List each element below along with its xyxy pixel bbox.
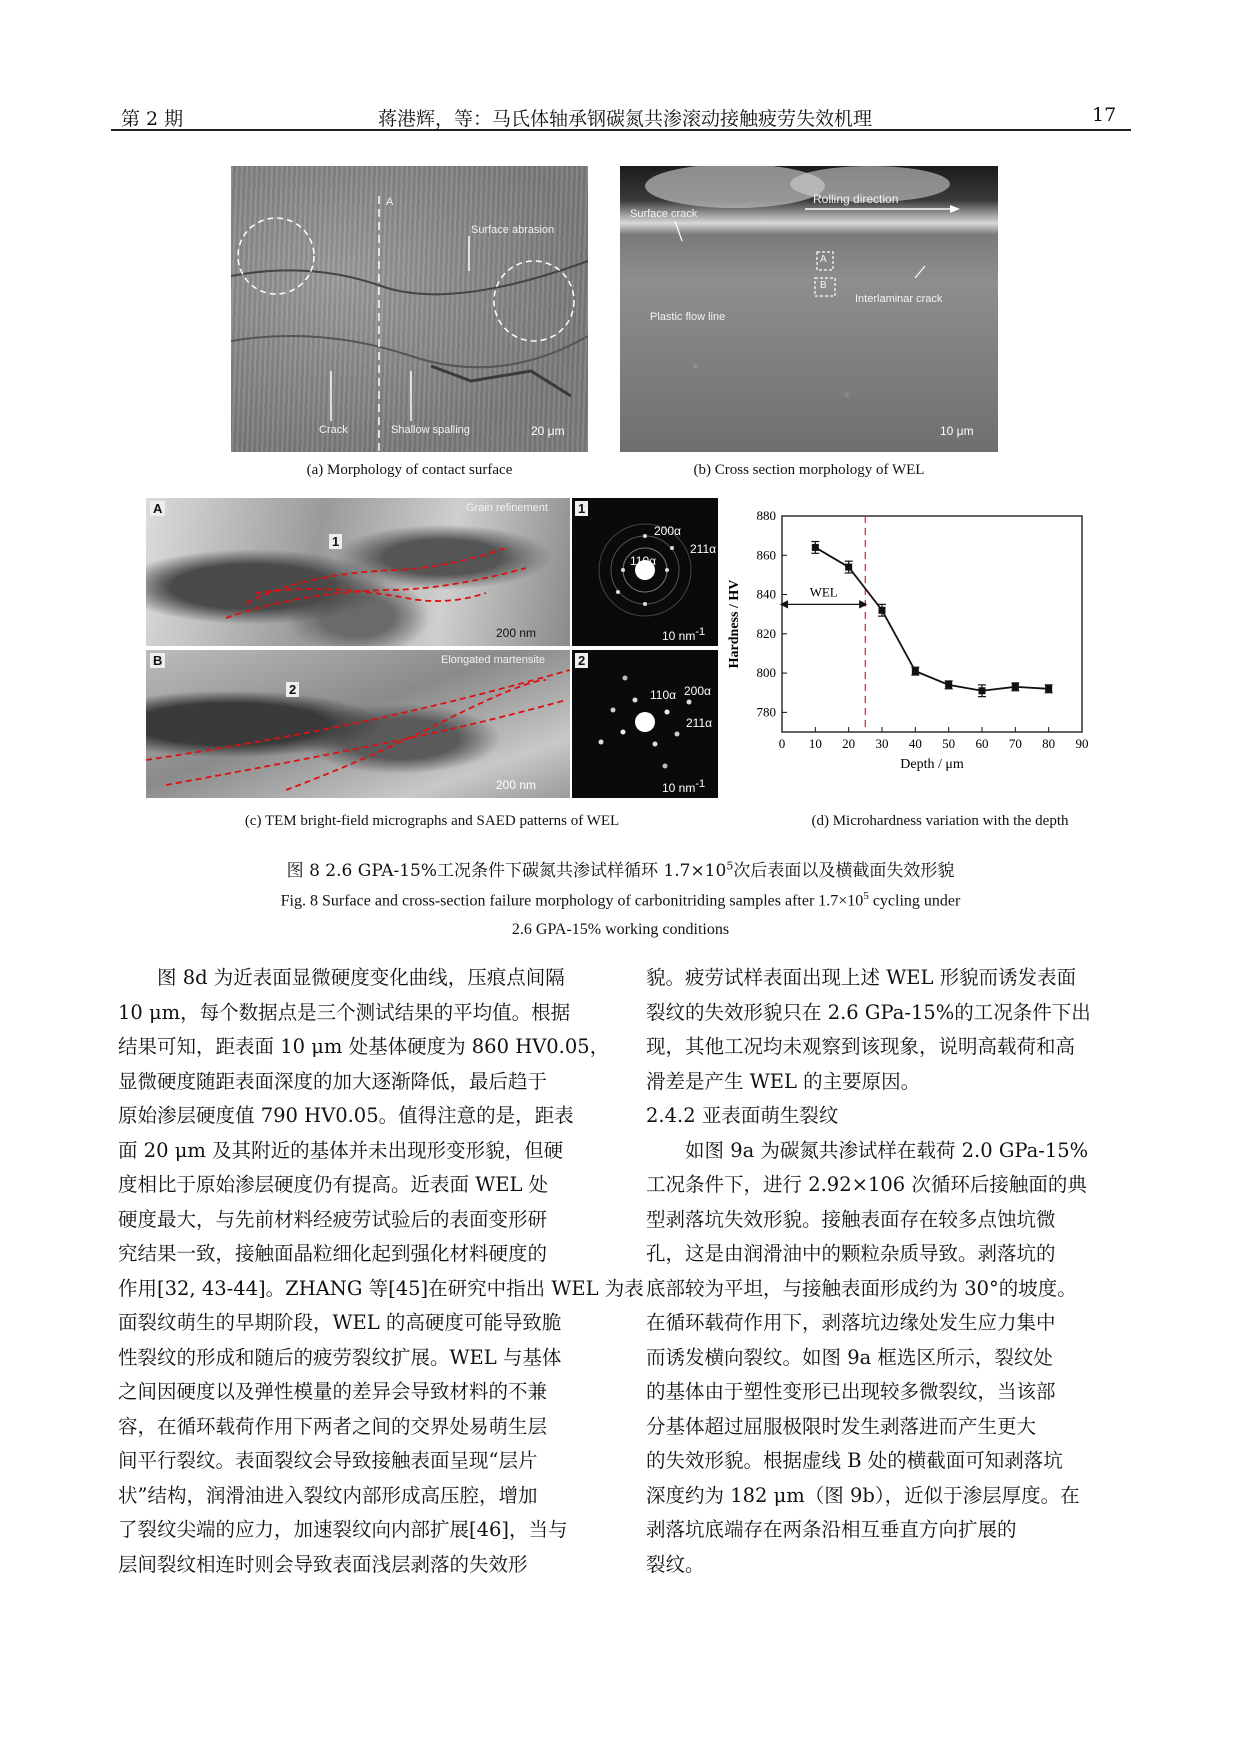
saed-pattern-1	[572, 498, 718, 646]
x-tick-label: 10	[808, 736, 822, 751]
saed-1-spot-211: 211α	[690, 542, 717, 556]
label-surface-crack: Surface crack	[630, 208, 698, 220]
text-line: 显微硬度随距表面深度的加大逐渐降低，最后趋于	[118, 1069, 548, 1093]
caption-panel-b: (b) Cross section morphology of WEL	[693, 462, 925, 478]
label-crack: Crack	[319, 424, 348, 436]
x-tick-label: 50	[942, 736, 956, 751]
text-line: 10 μm，每个数据点是三个测试结果的平均值。根据	[118, 1000, 571, 1024]
label-grain-refinement: Grain refinement	[466, 502, 548, 514]
data-point	[945, 681, 952, 688]
x-tick-label: 90	[1075, 736, 1089, 751]
label-shallow-spalling: Shallow spalling	[391, 424, 470, 436]
text-line: 的基体由于塑性变形已出现较多微裂纹，当该部	[646, 1380, 1056, 1403]
text-line: 分基体超过屈服极限时发生剥落进而产生更大	[646, 1414, 1037, 1438]
text-line: 作用[32, 43-44]。ZHANG 等[45]在研究中指出 WEL 为表	[118, 1276, 644, 1300]
label-rolling-direction: Rolling direction	[813, 192, 899, 206]
text-line: 底部较为平坦，与接触表面形成约为 30°的坡度。	[646, 1276, 1077, 1300]
text-line: 容，在循环载荷作用下两者之间的交界处易萌生层	[118, 1414, 548, 1438]
text-line: 而诱发横向裂纹。如图 9a 框选区所示，裂纹处	[646, 1345, 1053, 1369]
text-line: 型剥落坑失效形貌。接触表面存在较多点蚀坑微	[646, 1207, 1056, 1231]
saed-1-spot-200: 200α	[654, 524, 681, 538]
y-tick-label: 780	[756, 704, 776, 720]
data-point	[1012, 683, 1019, 690]
text-line: 的失效形貌。根据虚线 B 处的横截面可知剥落坑	[646, 1449, 1063, 1472]
text-line: 结果可知，距表面 10 μm 处基体硬度为 860 HV0.05，	[118, 1035, 610, 1058]
text-line: 之间因硬度以及弹性模量的差异会导致材料的不兼	[118, 1380, 548, 1403]
right-column	[646, 961, 1132, 1582]
figure-caption-cn: 图 8 2.6 GPA-15%工况条件下碳氮共渗试样循环 $1.7\times 10^5$次后表面以及横截面失效形貌	[286, 859, 955, 881]
tem-image-a	[146, 498, 570, 646]
x-tick-label: 40	[908, 736, 922, 751]
y-tick-label: 880	[756, 508, 776, 523]
data-point	[879, 607, 886, 614]
label-surface-abrasion: Surface abrasion	[471, 224, 555, 236]
hardness-chart	[720, 494, 1120, 804]
plot-frame	[782, 516, 1082, 732]
saed-2-tag: 2	[575, 653, 588, 668]
saed-1-tag: 1	[575, 501, 588, 516]
scale-bar-a: 20 μm	[531, 424, 565, 438]
y-tick-label: 860	[756, 547, 776, 563]
tem-b-region: 2	[286, 682, 299, 697]
text-line: 图 8d 为近表面显微硬度变化曲线，压痕点间隔	[157, 966, 565, 989]
x-tick-label: 60	[975, 736, 989, 751]
text-line: 究结果一致，接触面晶粒细化起到强化材料硬度的	[118, 1242, 548, 1265]
wel-annotation: WEL	[809, 584, 838, 600]
saed-1-spot-110: 110α	[630, 554, 657, 568]
x-tick-label: 20	[842, 736, 856, 751]
saed-2-spot-211: 211α	[686, 716, 713, 730]
text-line: 度相比于原始渗层硬度仍有提高。近表面 WEL 处	[118, 1173, 549, 1196]
text-line: 原始渗层硬度值 790 HV0.05。值得注意的是，距表	[118, 1104, 574, 1127]
y-tick-label: 800	[756, 665, 776, 681]
scale-bar-tem-b: 200 nm	[496, 778, 537, 792]
text-line: 在循环载荷作用下，剥落坑边缘处发生应力集中	[646, 1311, 1056, 1334]
scale-bar-b: 10 μm	[940, 424, 974, 438]
scale-bar-saed-2: 10 $nm^{-1}$	[662, 778, 706, 795]
x-tick-label: 70	[1008, 736, 1022, 751]
tem-image-b	[146, 650, 570, 798]
text-line: 裂纹的失效形貌只在 2.6 GPa-15%的工况条件下出	[646, 1000, 1091, 1024]
box-a-label: A	[820, 254, 827, 265]
data-point	[845, 564, 852, 571]
caption-panel-c: (c) TEM bright-field micrographs and SAED patterns of WEL	[244, 813, 620, 829]
box-b-label: B	[820, 280, 827, 291]
running-title: 蒋港辉，等：马氏体轴承钢碳氮共渗滚动接触疲劳失效机理	[378, 108, 873, 130]
text-line: 面 20 μm 及其附近的基体并未出现形变形貌，但硬	[118, 1138, 564, 1162]
sem-cross-section-image	[620, 166, 998, 452]
text-line: 性裂纹的形成和随后的疲劳裂纹扩展。WEL 与基体	[118, 1345, 562, 1369]
tem-a-tag: A	[150, 501, 165, 516]
page-number: 17	[1092, 104, 1117, 126]
saed-2-spot-200: 200α	[684, 684, 711, 698]
x-tick-label: 80	[1042, 736, 1056, 751]
left-column	[118, 961, 644, 1582]
marker-a: A	[386, 196, 394, 208]
text-line: 层间裂纹相连时则会导致表面浅层剥落的失效形	[118, 1552, 528, 1576]
data-point	[812, 544, 819, 551]
label-elongated-martensite: Elongated martensite	[441, 654, 545, 666]
sem-surface-image	[231, 166, 588, 452]
data-point	[979, 687, 986, 694]
tem-a-region: 1	[329, 534, 342, 549]
text-line: 2.4.2 亚表面萌生裂纹	[646, 1104, 839, 1127]
figure-caption-en-line2: 2.6 GPA-15% working conditions	[511, 921, 730, 938]
text-line: 硬度最大，与先前材料经疲劳试验后的表面变形研	[118, 1207, 548, 1231]
caption-panel-d: (d) Microhardness variation with the depth	[811, 813, 1069, 829]
text-line: 工况条件下，进行 2.92×106 次循环后接触面的典	[646, 1173, 1087, 1196]
x-tick-label: 30	[875, 736, 889, 751]
saed-pattern-2	[572, 650, 718, 798]
label-plastic-flow-line: Plastic flow line	[650, 311, 726, 323]
text-line: 滑差是产生 WEL 的主要原因。	[646, 1069, 921, 1093]
data-point	[912, 668, 919, 675]
data-point	[1045, 685, 1052, 692]
journal-issue: 第 2 期	[121, 108, 184, 130]
tem-b-tag: B	[150, 653, 165, 668]
text-line: 了裂纹尖端的应力，加速裂纹向内部扩展[46]，当与	[118, 1518, 568, 1541]
caption-panel-a: (a) Morphology of contact surface	[306, 462, 513, 478]
y-tick-label: 840	[756, 586, 776, 602]
text-line: 剥落坑底端存在两条沿相互垂直方向扩展的	[646, 1518, 1017, 1541]
y-axis-label: Hardness / HV	[727, 579, 742, 669]
text-line: 状”结构，润滑油进入裂纹内部形成高压腔，增加	[118, 1483, 538, 1507]
text-line: 间平行裂纹。表面裂纹会导致接触表面呈现“层片	[118, 1449, 538, 1472]
scale-bar-tem-a: 200 nm	[496, 626, 537, 640]
text-line: 貌。疲劳试样表面出现上述 WEL 形貌而诱发表面	[646, 966, 1077, 989]
scale-bar-saed-1: 10 $nm^{-1}$	[662, 626, 706, 643]
text-line: 如图 9a 为碳氮共渗试样在载荷 2.0 GPa-15%	[685, 1138, 1089, 1162]
text-line: 现，其他工况均未观察到该现象，说明高载荷和高	[646, 1035, 1076, 1058]
header-rule	[111, 129, 1131, 131]
x-axis-label: Depth / μm	[900, 757, 964, 772]
text-line: 面裂纹萌生的早期阶段，WEL 的高硬度可能导致脆	[118, 1311, 562, 1334]
text-line: 深度约为 182 μm（图 9b），近似于渗层厚度。在	[646, 1483, 1080, 1507]
x-tick-label: 0	[778, 736, 786, 751]
text-line: 孔，这是由润滑油中的颗粒杂质导致。剥落坑的	[646, 1242, 1056, 1265]
saed-2-spot-110: 110α	[650, 688, 677, 702]
text-line: 裂纹。	[646, 1552, 705, 1576]
y-tick-label: 820	[756, 625, 776, 641]
label-interlaminar-crack: Interlaminar crack	[855, 293, 943, 305]
figure-caption-en-line1: Fig. 8 Surface and cross-section failure morphology of carbonitriding samples after $1.7\times 10^5$ cycling under	[280, 890, 961, 910]
